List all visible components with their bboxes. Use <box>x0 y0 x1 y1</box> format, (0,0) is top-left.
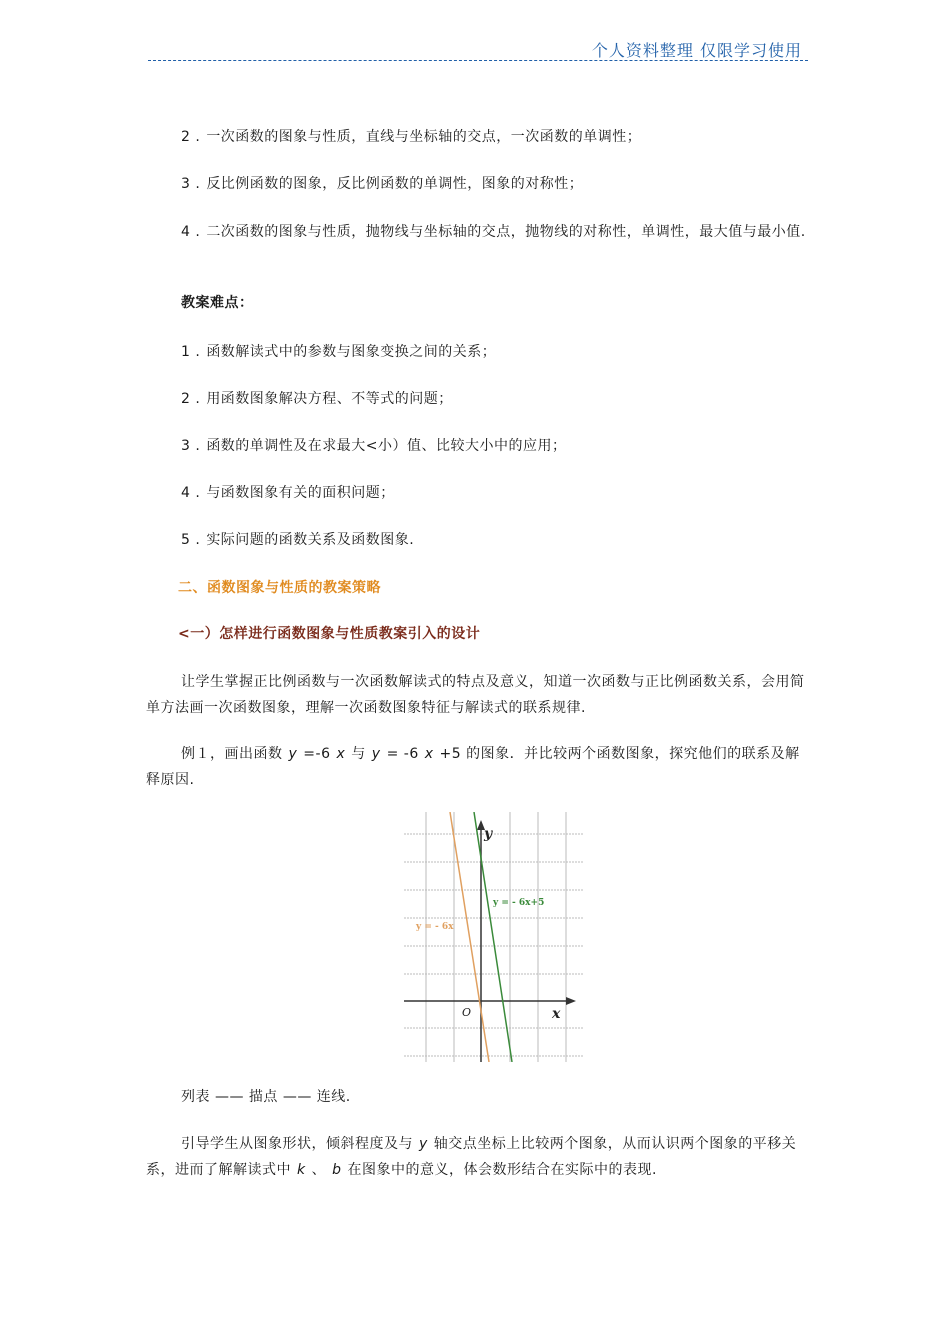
list1-item-2: 2 . 一次函数的图象与性质，直线与坐标轴的交点，一次函数的单调性； <box>181 129 642 145</box>
steps-line: 列表 —— 描点 —— 连线. <box>181 1089 351 1105</box>
list2-item-3: 3 . 函数的单调性及在求最大<小）值、比较大小中的应用； <box>181 438 567 454</box>
list1-item-3: 3 . 反比例函数的图象，反比例函数的单调性，图象的对称性； <box>181 176 584 192</box>
line1-label: y = - 6x <box>416 922 454 932</box>
x-axis-arrow <box>566 997 576 1005</box>
list2-item-1: 1 . 函数解读式中的参数与图象变换之间的关系； <box>181 344 497 360</box>
line2-label: y = - 6x+5 <box>493 898 545 908</box>
y-axis-label: y <box>484 826 493 842</box>
paragraph-intro: 让学生掌握正比例函数与一次函数解读式的特点及意义，知道一次函数与正比例函数关系，会用简单方法画一次函数图象，理解一次函数图象特征与解读式的联系规律. <box>146 674 805 716</box>
function-graph <box>400 812 584 1062</box>
x-axis-label: x <box>552 1006 561 1022</box>
list2-item-2: 2 . 用函数图象解决方程、不等式的问题； <box>181 391 453 407</box>
line-y-neg6x-plus5 <box>474 812 512 1062</box>
paragraph-guide: 引导学生从图象形状，倾斜程度及与 y 轴交点坐标上比较两个图象，从而认识两个图象的平移关系，进而了解解读式中 k 、 b 在图象中的意义，体会数形结合在实际中的表现. <box>146 1136 797 1178</box>
line-y-neg6x <box>450 812 489 1062</box>
list2-item-4: 4 . 与函数图象有关的面积问题； <box>181 485 395 501</box>
section2-heading: 二、函数图象与性质的教案策略 <box>178 580 381 596</box>
grid <box>404 812 584 1062</box>
page-header <box>148 36 808 61</box>
example-1: 例１，画出函数 y =-6 x 与 y = -6 x +5 的图象．并比较两个函数图象，探究他们的联系及解释原因. <box>146 746 800 788</box>
axes <box>404 820 576 1062</box>
difficulties-heading: 教案难点： <box>181 295 254 311</box>
list2-item-5: 5 . 实际问题的函数关系及函数图象. <box>181 532 415 548</box>
list1-item-4: 4 . 二次函数的图象与性质，抛物线与坐标轴的交点，抛物线的对称性，单调性，最大值与最小值. <box>181 224 806 240</box>
subsection1-heading: <一）怎样进行函数图象与性质教案引入的设计 <box>178 626 481 642</box>
header-text: 个人资料整理 仅限学习使用 <box>591 41 802 60</box>
origin-label: O <box>462 1006 472 1019</box>
